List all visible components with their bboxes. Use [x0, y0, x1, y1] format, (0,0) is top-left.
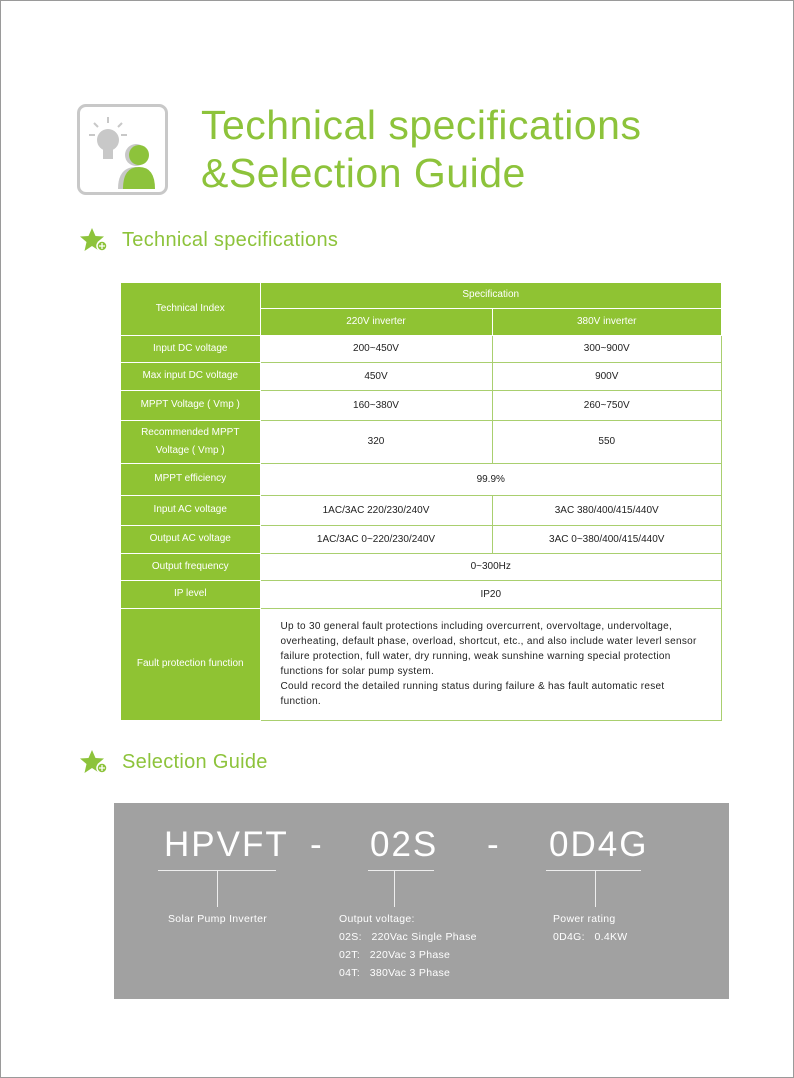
cell-220: 450V — [260, 362, 492, 390]
fault-text-2: Could record the detailed running status during failure & has fault automatic reset function. — [280, 681, 665, 707]
cell-380: 300~900V — [492, 335, 722, 362]
underline — [368, 870, 434, 871]
connector-line — [394, 871, 395, 907]
connector-line — [595, 871, 596, 907]
connector-line — [217, 871, 218, 907]
table-row — [121, 362, 722, 390]
star-plus-icon — [78, 748, 110, 776]
cell-380: 900V — [492, 362, 722, 390]
logo-box — [77, 104, 168, 195]
code-dash: - — [487, 825, 501, 864]
row-label: Max input DC voltage — [121, 362, 260, 390]
desc-voltage-title: Output voltage: — [339, 913, 415, 925]
desc-voltage-line: 02S: 220Vac Single Phase — [339, 931, 477, 943]
spec-table — [121, 283, 722, 721]
row-label: MPPT efficiency — [121, 463, 260, 495]
desc-power-title: Power rating — [553, 913, 616, 925]
desc-power-line: 0D4G: 0.4KW — [553, 931, 628, 943]
cell-value: 0~300Hz — [260, 553, 722, 580]
cell-380: 3AC 0~380/400/415/440V — [492, 525, 722, 553]
cell-value: 99.9% — [260, 463, 722, 495]
section-guide-title: Selection Guide — [122, 750, 268, 773]
desc-voltage — [339, 910, 477, 982]
cell-220: 160~380V — [260, 390, 492, 420]
cell-220: 320 — [260, 420, 492, 463]
row-label: Output AC voltage — [121, 525, 260, 553]
row-label: Output frequency — [121, 553, 260, 580]
cell-380: 260~750V — [492, 390, 722, 420]
code-part-power: 0D4G — [549, 825, 649, 864]
desc-voltage-line: 04T: 380Vac 3 Phase — [339, 967, 451, 979]
cell-220: 1AC/3AC 0~220/230/240V — [260, 525, 492, 553]
table-row — [121, 608, 722, 720]
section-tech-heading — [78, 226, 338, 254]
table-row — [121, 390, 722, 420]
desc-voltage-line: 02T: 220Vac 3 Phase — [339, 949, 451, 961]
cell-value — [260, 608, 722, 720]
row-label: Input AC voltage — [121, 495, 260, 525]
lightbulb-person-icon — [80, 107, 165, 192]
table-row — [121, 580, 722, 608]
page-title-line2: &Selection Guide — [201, 150, 526, 196]
table-row — [121, 553, 722, 580]
cell-220: 200~450V — [260, 335, 492, 362]
desc-series: Solar Pump Inverter — [168, 913, 268, 925]
code-part-series: HPVFT — [164, 825, 289, 864]
cell-220: 1AC/3AC 220/230/240V — [260, 495, 492, 525]
col-header-spec: Specification — [260, 283, 722, 308]
section-guide-heading — [78, 748, 268, 776]
row-label: Fault protection function — [121, 608, 260, 720]
table-row — [121, 463, 722, 495]
fault-text-1: Up to 30 general fault protections including overcurrent, overvoltage, undervoltage, overheating, default phase, overload, shortcut, etc., and also include water leverl sensor failure protection, full water, dry running, weak sunshine warning special protection functions for solar pump system. — [280, 621, 697, 677]
underline — [546, 870, 641, 871]
row-label: IP level — [121, 580, 260, 608]
selection-guide-panel — [114, 803, 729, 999]
section-tech-title: Technical specifications — [122, 228, 339, 251]
table-row — [121, 525, 722, 553]
table-row — [121, 420, 722, 463]
cell-380: 3AC 380/400/415/440V — [492, 495, 722, 525]
col-header-index: Technical Index — [121, 283, 260, 335]
table-row — [121, 335, 722, 362]
row-label: Input DC voltage — [121, 335, 260, 362]
code-part-voltage: 02S — [370, 825, 439, 864]
cell-380: 550 — [492, 420, 722, 463]
row-label: MPPT Voltage ( Vmp ) — [121, 390, 260, 420]
cell-value: IP20 — [260, 580, 722, 608]
row-label: Recommended MPPT Voltage ( Vmp ) — [121, 420, 260, 463]
desc-power — [553, 910, 628, 946]
code-dash: - — [310, 825, 324, 864]
table-row — [121, 495, 722, 525]
col-header-380: 380V inverter — [492, 308, 722, 335]
star-plus-icon — [78, 226, 110, 254]
page-title-line1: Technical specifications — [201, 102, 642, 148]
col-header-220: 220V inverter — [260, 308, 492, 335]
